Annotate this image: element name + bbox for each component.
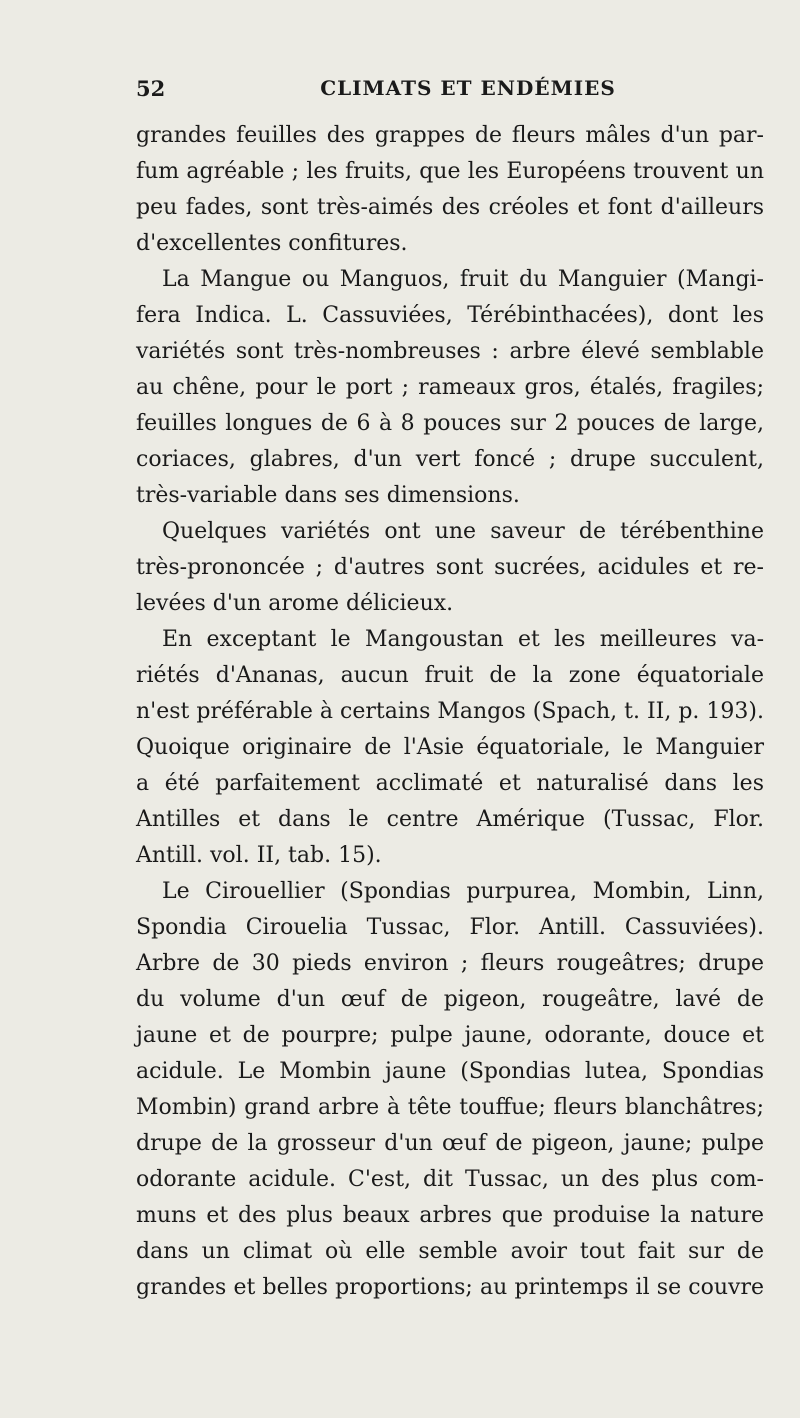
text-line: La Mangue ou Manguos, fruit du Manguier (Mangi- bbox=[162, 267, 764, 292]
text-line: Antilles et dans le centre Amérique (Tussac, Flor. bbox=[136, 807, 764, 832]
text-line: Antill. vol. II, tab. 15). bbox=[136, 843, 382, 868]
text-line: grandes et belles proportions; au printemps il se couvre bbox=[136, 1275, 764, 1300]
text-line: levées d'un arome délicieux. bbox=[136, 591, 454, 616]
body-text bbox=[136, 118, 764, 1306]
text-line: En exceptant le Mangoustan et les meilleures va- bbox=[162, 627, 764, 652]
text-line: coriaces, glabres, d'un vert foncé ; drupe succulent, bbox=[136, 447, 764, 472]
text-line: variétés sont très-nombreuses : arbre élevé semblable bbox=[136, 339, 764, 364]
text-line: fum agréable ; les fruits, que les Européens trouvent un bbox=[136, 159, 764, 184]
text-line: d'excellentes confitures. bbox=[136, 231, 408, 256]
text-line: très-variable dans ses dimensions. bbox=[136, 483, 520, 508]
text-line: a été parfaitement acclimaté et naturalisé dans les bbox=[136, 771, 764, 796]
text-line: n'est préférable à certains Mangos (Spach, t. II, p. 193). bbox=[136, 699, 764, 724]
text-line: fera Indica. L. Cassuviées, Térébinthacées), dont les bbox=[136, 303, 764, 328]
text-line: très-prononcée ; d'autres sont sucrées, acidules et re- bbox=[136, 555, 764, 580]
text-line: Arbre de 30 pieds environ ; fleurs rougeâtres; drupe bbox=[136, 951, 764, 976]
text-line: Mombin) grand arbre à tête touffue; fleurs blanchâtres; bbox=[136, 1095, 764, 1120]
text-line: Spondia Cirouelia Tussac, Flor. Antill. Cassuviées). bbox=[136, 915, 764, 940]
running-title: CLIMATS ET ENDÉMIES bbox=[320, 76, 616, 100]
text-line: Quoique originaire de l'Asie équatoriale, le Manguier bbox=[136, 735, 764, 760]
text-line: muns et des plus beaux arbres que produise la nature bbox=[136, 1203, 764, 1228]
page-header bbox=[136, 76, 760, 116]
text-line: acidule. Le Mombin jaune (Spondias lutea, Spondias bbox=[136, 1059, 764, 1084]
text-line: peu fades, sont très-aimés des créoles et font d'ailleurs bbox=[136, 195, 764, 220]
page-number: 52 bbox=[136, 76, 166, 101]
text-line: grandes feuilles des grappes de fleurs mâles d'un par- bbox=[136, 123, 764, 148]
text-line: feuilles longues de 6 à 8 pouces sur 2 pouces de large, bbox=[136, 411, 764, 436]
text-line: Quelques variétés ont une saveur de térébenthine bbox=[162, 519, 764, 544]
text-line: jaune et de pourpre; pulpe jaune, odorante, douce et bbox=[136, 1023, 764, 1048]
text-line: dans un climat où elle semble avoir tout fait sur de bbox=[136, 1239, 764, 1264]
text-line: drupe de la grosseur d'un œuf de pigeon, jaune; pulpe bbox=[136, 1131, 764, 1156]
text-line: du volume d'un œuf de pigeon, rougeâtre, lavé de bbox=[136, 987, 764, 1012]
text-line: Le Cirouellier (Spondias purpurea, Mombin, Linn, bbox=[162, 879, 764, 904]
text-line: riétés d'Ananas, aucun fruit de la zone équatoriale bbox=[136, 663, 764, 688]
text-line: odorante acidule. C'est, dit Tussac, un des plus com- bbox=[136, 1167, 764, 1192]
text-line: au chêne, pour le port ; rameaux gros, étalés, fragiles; bbox=[136, 375, 764, 400]
